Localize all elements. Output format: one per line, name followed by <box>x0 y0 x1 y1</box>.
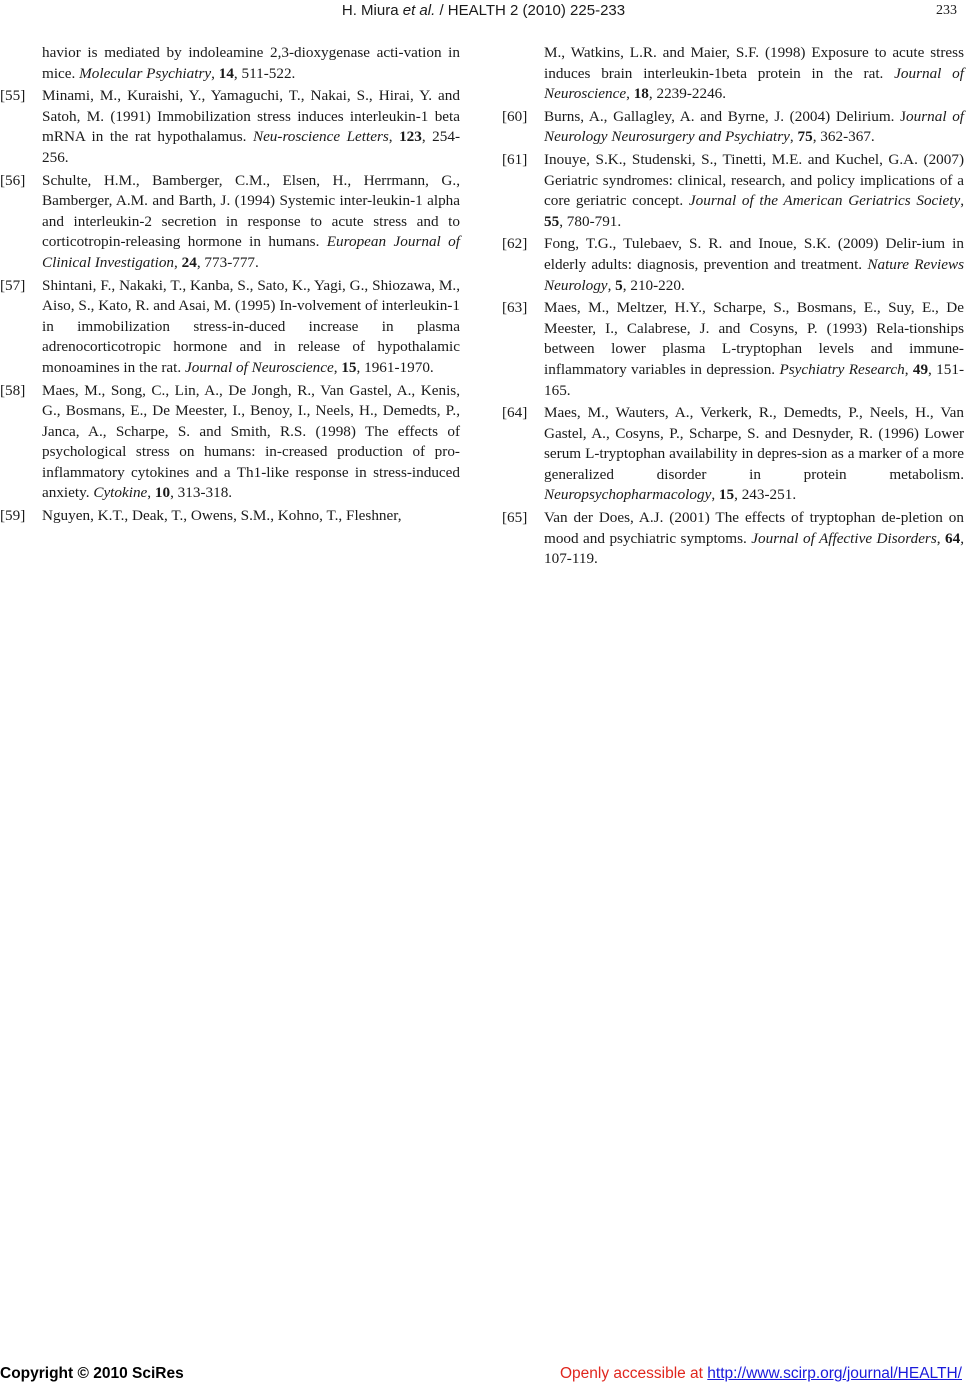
reference-authors: havior is mediated by indoleamine 2,3-dioxygenase acti-vation in mice. <box>42 44 460 82</box>
reference-number: [64] <box>502 404 528 422</box>
reference-volume: 75 <box>797 128 813 146</box>
reference-entry <box>502 150 964 232</box>
reference-separator: , <box>936 529 946 547</box>
reference-separator: , <box>904 360 913 378</box>
reference-authors: Maes, M., Song, C., Lin, A., De Jongh, R., Van Gastel, A., Kenis, G., Bosmans, E., De Meester, I., Benoy, I., Neels, H., Demedts, P., Janca, A., Scharpe, S. and Smith, R.S. (1998) The effects of psychological stress on humans: in-creased production of pro-inflammatory cytokines and a Th1-like response in stress-induced anxiety. <box>42 381 460 502</box>
page-number: 233 <box>936 3 957 18</box>
reference-authors: Schulte, H.M., Bamberger, C.M., Elsen, H., Herrmann, G., Bamberger, A.M. and Barth, J. (1994) Systemic inter-leukin-1 alpha and interleukin-2 secretion in response to acute stress and to corticotropin-releasing hormone in humans. <box>42 171 460 251</box>
reference-volume: 24 <box>181 253 197 271</box>
reference-journal: Nature Reviews Neurology <box>544 255 964 294</box>
reference-volume: 55 <box>544 212 560 230</box>
reference-text <box>544 43 964 105</box>
reference-separator: , <box>211 64 219 82</box>
reference-separator: , <box>147 484 155 502</box>
reference-volume: 15 <box>341 358 357 376</box>
running-head-title <box>0 2 967 20</box>
reference-separator: , <box>174 253 182 271</box>
reference-pages: , 254-256. <box>42 128 460 166</box>
reference-entry <box>502 234 964 296</box>
reference-authors: Fong, T.G., Tulebaev, S. R. and Inoue, S.K. (2009) Delir-ium in elderly adults: diagnosis, prevention and treatment. <box>544 235 964 273</box>
reference-separator: , <box>626 85 634 103</box>
reference-pages: , 511-522. <box>233 64 296 82</box>
reference-journal: Neuropsychopharmacology <box>544 486 712 504</box>
copyright-notice: Copyright © 2010 SciRes <box>0 1365 184 1382</box>
reference-number: [65] <box>502 509 528 527</box>
reference-journal: Psychiatry Research <box>779 360 905 378</box>
reference-journal: ournal of Neurology Neurosurgery and Psychiatry <box>544 107 965 146</box>
reference-column-right <box>502 43 964 572</box>
reference-column-left <box>0 43 460 529</box>
reference-separator: , <box>333 358 342 376</box>
reference-authors: Maes, M., Meltzer, H.Y., Scharpe, S., Bosmans, E., Suy, E., De Meester, I., Calabrese, J. and Cosyns, P. (1993) Rela-tionships between lower plasma L-tryptophan levels and immune-inflammatory variables in depression. <box>544 299 964 378</box>
journal-url-link[interactable]: http://www.scirp.org/journal/HEALTH/ <box>707 1365 962 1382</box>
reference-journal: Neu-roscience Letters <box>252 128 389 146</box>
reference-text <box>42 171 460 274</box>
reference-pages: , 313-318. <box>170 484 233 502</box>
reference-pages: , 362-367. <box>812 128 875 146</box>
reference-authors: Nguyen, K.T., Deak, T., Owens, S.M., Kohno, T., Fleshner, <box>42 507 402 525</box>
reference-volume: 49 <box>912 360 929 378</box>
header-author: H. Miura <box>341 2 399 19</box>
reference-entry <box>502 107 964 148</box>
reference-journal: Journal of Neuroscience <box>544 64 964 103</box>
reference-pages: , 151-165. <box>544 360 965 399</box>
reference-pages: , 780-791. <box>559 212 622 230</box>
reference-text <box>544 107 964 148</box>
reference-volume: 5 <box>615 276 623 294</box>
reference-pages: , 1961-1970. <box>356 358 434 376</box>
reference-entry <box>0 276 460 379</box>
reference-entry <box>0 171 460 274</box>
reference-number: [62] <box>502 235 528 253</box>
open-access-label: Openly accessible at <box>559 1365 708 1382</box>
reference-volume: 18 <box>633 85 649 103</box>
reference-number: [55] <box>0 87 26 105</box>
reference-entry <box>502 403 964 506</box>
reference-authors: Burns, A., Gallagley, A. and Byrne, J. (2004) Delirium. J <box>544 107 907 125</box>
reference-entry <box>0 43 460 84</box>
reference-authors: M., Watkins, L.R. and Maier, S.F. (1998) Exposure to acute stress induces brain interleukin-1beta protein in the rat. <box>544 44 964 82</box>
reference-number: [61] <box>502 150 528 168</box>
reference-pages: , 243-251. <box>734 486 797 504</box>
reference-journal: Journal of the American Geriatrics Society <box>688 192 961 210</box>
reference-authors: Inouye, S.K., Studenski, S., Tinetti, M.E. and Kuchel, G.A. (2007) Geriatric syndromes: clinical, research, and policy implications of a core geriatric concept. <box>544 150 964 210</box>
reference-pages: , 2239-2246. <box>648 85 727 103</box>
reference-pages: , 210-220. <box>622 276 685 294</box>
reference-authors: Van der Does, A.J. (2001) The effects of tryptophan de-pletion on mood and psychiatric symptoms. <box>544 509 964 547</box>
reference-text <box>42 506 460 527</box>
reference-number: [60] <box>502 107 528 125</box>
reference-volume: 15 <box>718 486 735 504</box>
reference-authors: Minami, M., Kuraishi, Y., Yamaguchi, T., Nakai, S., Hirai, Y. and Satoh, M. (1991) Immobilization stress induces interleukin-1 beta mRNA in the rat hypothalamus. <box>42 87 460 146</box>
reference-number: [56] <box>0 171 26 189</box>
reference-text <box>544 403 964 506</box>
reference-separator: , <box>711 486 719 504</box>
reference-text <box>42 276 460 379</box>
reference-volume: 14 <box>218 64 234 82</box>
reference-number: [59] <box>0 507 26 525</box>
reference-separator: , <box>607 276 616 294</box>
open-access-notice <box>560 1365 962 1383</box>
header-et-al: et al. <box>402 2 436 19</box>
reference-entry <box>0 86 460 168</box>
reference-pages: , 773-777. <box>196 253 259 271</box>
reference-journal: Molecular Psychiatry <box>79 64 212 82</box>
reference-journal: Journal of Neuroscience <box>184 358 334 376</box>
reference-entry <box>502 43 964 105</box>
reference-entry <box>0 506 460 527</box>
reference-authors: Maes, M., Wauters, A., Verkerk, R., Demedts, P., Neels, H., Van Gastel, A., Cosyns, P., Scharpe, S. and Desnyder, R. (1996) Lower serum L-tryptophan availability in depres-sion as a marker of a more generalized disorder in protein metabolism. <box>544 404 964 483</box>
reference-text <box>544 508 964 570</box>
reference-text <box>544 234 964 296</box>
reference-entry <box>502 508 964 570</box>
reference-number: [58] <box>0 381 26 399</box>
reference-separator: , <box>388 128 400 146</box>
reference-text <box>544 298 964 401</box>
reference-separator: , <box>960 192 964 210</box>
reference-volume: 10 <box>154 484 171 502</box>
reference-text <box>42 381 460 505</box>
reference-pages: , 107-119. <box>544 529 965 568</box>
reference-journal: European Journal of Clinical Investigation <box>42 233 460 271</box>
reference-journal: Journal of Affective Disorders <box>751 529 937 547</box>
reference-text <box>544 150 964 232</box>
reference-number: [63] <box>502 299 528 317</box>
reference-text <box>42 43 460 84</box>
reference-number: [57] <box>0 276 26 294</box>
reference-volume: 64 <box>945 529 961 547</box>
reference-entry <box>0 381 460 505</box>
reference-text <box>42 86 460 168</box>
reference-journal: Cytokine <box>93 484 148 502</box>
reference-authors: Shintani, F., Nakaki, T., Kanba, S., Sato, K., Yagi, G., Shiozawa, M., Aiso, S., Kato, R. and Asai, M. (1995) In-volvement of interleukin-1 in immobilization stress-in-duced increase in plasma adrenocorticotropic hormone and in release of hypothalamic monoamines in the rat. <box>42 276 460 376</box>
header-journal: / HEALTH 2 (2010) 225-233 <box>439 2 626 19</box>
reference-separator: , <box>789 128 798 146</box>
page-footer <box>0 1365 967 1385</box>
reference-entry <box>502 298 964 401</box>
reference-volume: 123 <box>399 128 422 146</box>
